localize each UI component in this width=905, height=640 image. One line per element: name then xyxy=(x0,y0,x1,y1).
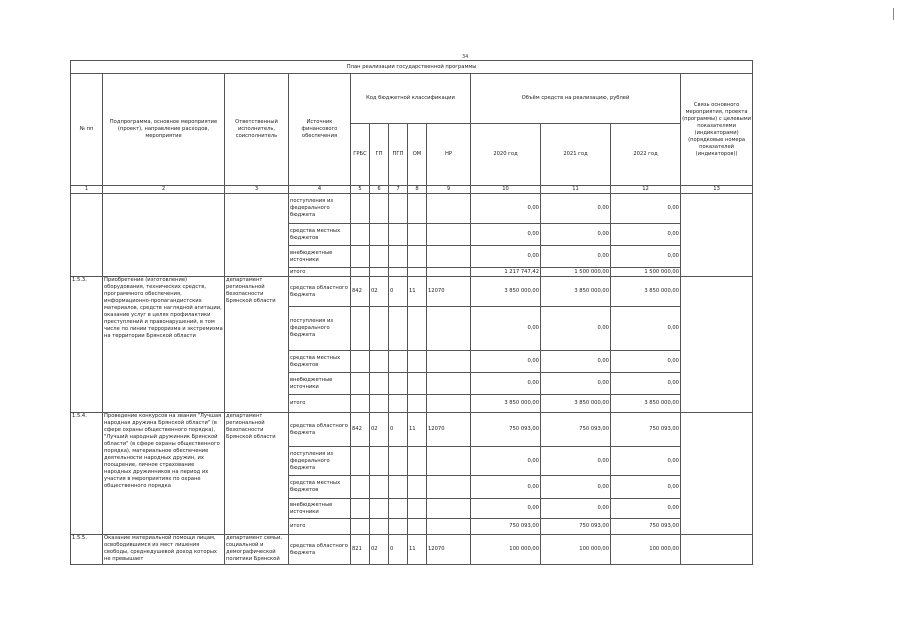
header-om: ОМ xyxy=(408,124,427,186)
table-row xyxy=(71,535,753,565)
source-label: внебюджетные источники xyxy=(289,499,351,519)
amount: 750 093,00 xyxy=(541,519,611,535)
source-label: поступления из федерального бюджета xyxy=(289,447,351,476)
col-number: 2 xyxy=(103,186,225,194)
amount: 750 093,00 xyxy=(471,519,541,535)
source-label: средства областного бюджета xyxy=(289,413,351,447)
amount: 0,00 xyxy=(541,499,611,519)
code-nr: 12070 xyxy=(427,535,471,565)
amount: 0,00 xyxy=(611,194,681,224)
col-number: 4 xyxy=(289,186,351,194)
amount: 0,00 xyxy=(471,476,541,499)
header-source: Источник финансового обеспечения xyxy=(289,74,351,186)
code-grbs: 842 xyxy=(351,413,370,447)
amount: 1 500 000,00 xyxy=(541,268,611,277)
amount: 0,00 xyxy=(471,447,541,476)
col-number: 9 xyxy=(427,186,471,194)
header-link: Связь основного мероприятия, проекта (программы) с целевыми показателями (индикаторами) (порядковые номера показателей (индикаторов)) xyxy=(681,74,753,186)
item-name: Оказание материальной помощи лицам, освободившимся из мест лишения свободы, среднедушевой доход которых не превышает xyxy=(103,535,225,565)
item-name: Приобретение (изготовление) оборудования, технических средств, программного обеспечения, информационно-пропагандистских материалов, средств наглядной агитации, оказание услуг в целях профилактики преступлений и правонарушений, в том числе по линии терроризма и экстремизма на территории Брянской области xyxy=(103,277,225,413)
item-name: Проведение конкурсов на звания "Лучшая народная дружина Брянской области" (в сфере охраны общественного порядка), "Лучший народный дружинник Брянской области" (в сфере охраны общественного порядка), материальное обеспечение деятельности народных дружин, их поощрение, личное страхование народных дружинников на период их участия в мероприятиях по охране общественного порядка xyxy=(103,413,225,535)
amount: 0,00 xyxy=(611,224,681,246)
amount: 0,00 xyxy=(541,373,611,395)
item-responsible: департамент семьи, социальной и демографической политики Брянской xyxy=(225,535,289,565)
amount: 750 093,00 xyxy=(541,413,611,447)
header-2021: 2021 год xyxy=(541,124,611,186)
header-volume: Объём средств на реализацию, рублей xyxy=(471,74,681,124)
amount: 0,00 xyxy=(471,307,541,351)
header-budget-class: Код бюджетной классификации xyxy=(351,74,471,124)
source-label: итого xyxy=(289,268,351,277)
amount: 750 093,00 xyxy=(611,413,681,447)
col-number: 3 xyxy=(225,186,289,194)
amount: 1 500 000,00 xyxy=(611,268,681,277)
col-number: 6 xyxy=(370,186,389,194)
table-row xyxy=(71,277,753,307)
scan-edge-mark xyxy=(893,8,894,20)
col-number: 5 xyxy=(351,186,370,194)
col-number: 10 xyxy=(471,186,541,194)
amount: 0,00 xyxy=(471,224,541,246)
col-number: 8 xyxy=(408,186,427,194)
source-label: внебюджетные источники xyxy=(289,373,351,395)
source-label: средства местных бюджетов xyxy=(289,224,351,246)
amount: 0,00 xyxy=(541,351,611,373)
amount: 0,00 xyxy=(471,194,541,224)
source-label: средства местных бюджетов xyxy=(289,476,351,499)
code-nr: 12070 xyxy=(427,413,471,447)
amount: 0,00 xyxy=(611,476,681,499)
amount: 3 850 000,00 xyxy=(541,277,611,307)
header-responsible: Ответственный исполнитель, соисполнитель xyxy=(225,74,289,186)
amount: 100 000,00 xyxy=(611,535,681,565)
amount: 0,00 xyxy=(471,351,541,373)
source-label: итого xyxy=(289,395,351,413)
code-pgp: 0 xyxy=(389,413,408,447)
amount: 3 850 000,00 xyxy=(611,395,681,413)
source-label: средства областного бюджета xyxy=(289,277,351,307)
source-label: средства местных бюджетов xyxy=(289,351,351,373)
table-title: План реализации государственной программы xyxy=(71,61,753,74)
header-2022: 2022 год xyxy=(611,124,681,186)
header-pgp: ПГП xyxy=(389,124,408,186)
item-responsible: департамент региональной безопасности Брянской области xyxy=(225,277,289,413)
code-om: 11 xyxy=(408,277,427,307)
amount: 750 093,00 xyxy=(611,519,681,535)
header-gp: ГП xyxy=(370,124,389,186)
item-number: 1.5.5. xyxy=(71,535,103,565)
amount: 750 093,00 xyxy=(471,413,541,447)
source-label: внебюджетные источники xyxy=(289,246,351,268)
code-gp: 02 xyxy=(370,277,389,307)
amount: 0,00 xyxy=(471,373,541,395)
code-pgp: 0 xyxy=(389,277,408,307)
header-num: № пп xyxy=(71,74,103,186)
source-label: итого xyxy=(289,519,351,535)
header-2020: 2020 год xyxy=(471,124,541,186)
amount: 0,00 xyxy=(611,499,681,519)
amount: 0,00 xyxy=(541,194,611,224)
amount: 3 850 000,00 xyxy=(471,277,541,307)
amount: 0,00 xyxy=(471,499,541,519)
amount: 0,00 xyxy=(541,476,611,499)
cell-empty xyxy=(225,194,289,277)
code-gp: 02 xyxy=(370,535,389,565)
col-number: 7 xyxy=(389,186,408,194)
amount: 0,00 xyxy=(611,246,681,268)
amount: 3 850 000,00 xyxy=(471,395,541,413)
table-row xyxy=(71,194,753,224)
code-om: 11 xyxy=(408,413,427,447)
page-number: 34 xyxy=(462,54,469,60)
amount: 0,00 xyxy=(611,373,681,395)
amount: 0,00 xyxy=(541,224,611,246)
amount: 3 850 000,00 xyxy=(611,277,681,307)
cell-empty xyxy=(103,194,225,277)
source-label: средства областного бюджета xyxy=(289,535,351,565)
amount: 0,00 xyxy=(611,351,681,373)
amount: 0,00 xyxy=(471,246,541,268)
amount: 0,00 xyxy=(611,307,681,351)
code-grbs: 821 xyxy=(351,535,370,565)
column-number-row xyxy=(71,186,753,194)
amount: 1 217 747,42 xyxy=(471,268,541,277)
col-number: 1 xyxy=(71,186,103,194)
code-pgp: 0 xyxy=(389,535,408,565)
item-responsible: департамент региональной безопасности Брянской области xyxy=(225,413,289,535)
cell-empty xyxy=(71,194,103,277)
amount: 0,00 xyxy=(611,447,681,476)
amount: 100 000,00 xyxy=(541,535,611,565)
col-number: 11 xyxy=(541,186,611,194)
code-om: 11 xyxy=(408,535,427,565)
table-row xyxy=(71,413,753,447)
source-label: поступления из федерального бюджета xyxy=(289,307,351,351)
code-nr: 12070 xyxy=(427,277,471,307)
code-grbs: 842 xyxy=(351,277,370,307)
implementation-plan-table xyxy=(70,60,753,565)
item-number: 1.5.4. xyxy=(71,413,103,535)
item-number: 1.5.3. xyxy=(71,277,103,413)
header-nr: НР xyxy=(427,124,471,186)
col-number: 13 xyxy=(681,186,753,194)
amount: 0,00 xyxy=(541,307,611,351)
amount: 0,00 xyxy=(541,246,611,268)
header-grbs: ГРБС xyxy=(351,124,370,186)
code-gp: 02 xyxy=(370,413,389,447)
amount: 3 850 000,00 xyxy=(541,395,611,413)
source-label: поступления из федерального бюджета xyxy=(289,194,351,224)
header-subprogram: Подпрограмма, основное мероприятие (проект), направление расходов, мероприятие xyxy=(103,74,225,186)
amount: 100 000,00 xyxy=(471,535,541,565)
amount: 0,00 xyxy=(541,447,611,476)
col-number: 12 xyxy=(611,186,681,194)
